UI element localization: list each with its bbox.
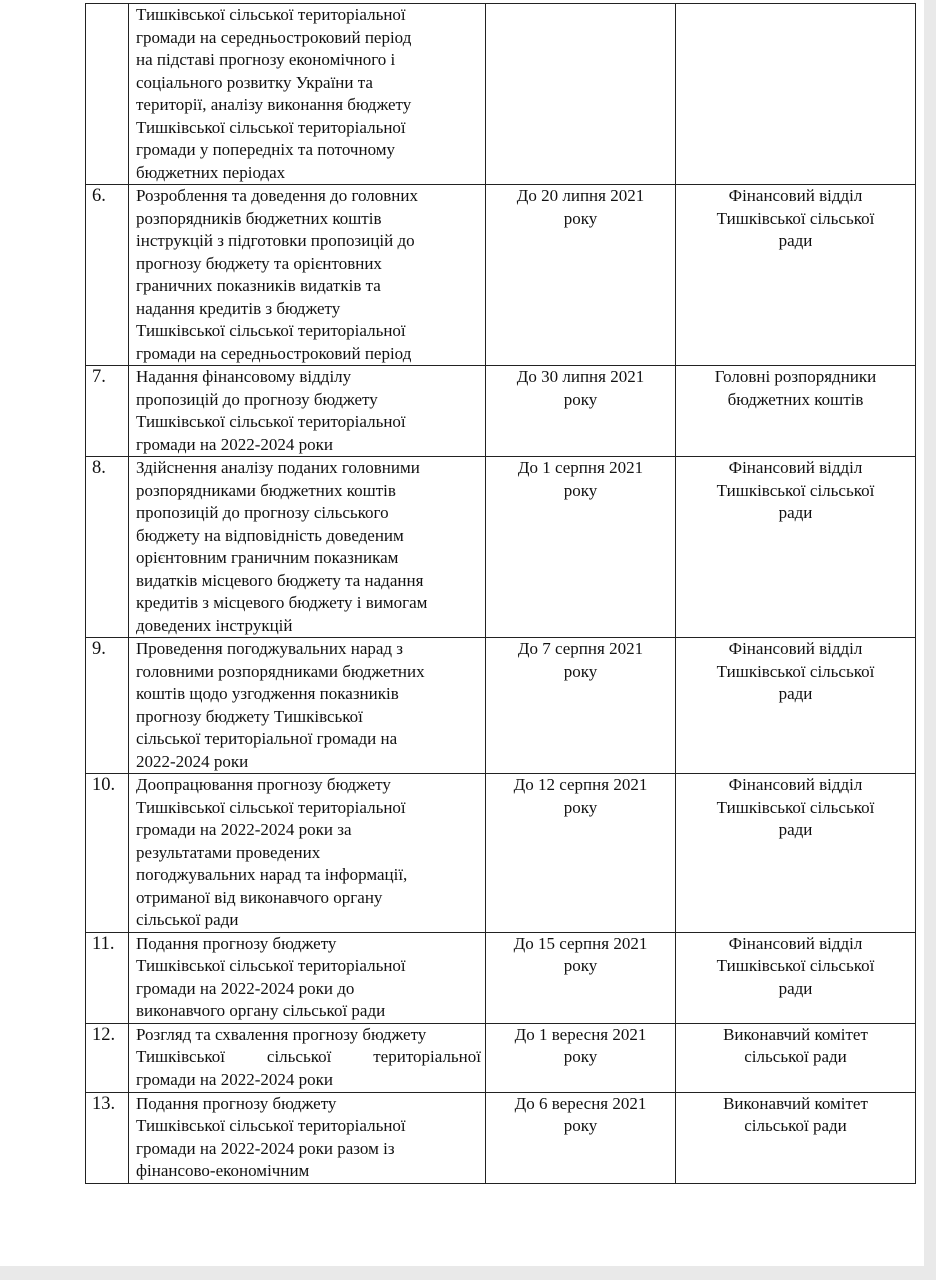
- row-number-text: 9.: [92, 639, 106, 659]
- responsible-line: Фінансовий відділ: [728, 933, 863, 953]
- description-line: на підставі прогнозу економічного і: [136, 50, 396, 69]
- deadline-line: року: [563, 661, 598, 681]
- row-number-text: 7.: [92, 367, 106, 387]
- description-line: видатків місцевого бюджету та надання: [136, 570, 424, 590]
- responsible: [676, 185, 916, 366]
- description-line: розпорядниками бюджетних коштів: [136, 480, 396, 500]
- description-line: пропозицій до прогнозу бюджету: [136, 389, 378, 409]
- row-number-text: 10.: [92, 775, 116, 795]
- description-line: Розроблення та доведення до головних: [136, 186, 418, 205]
- deadline-line: року: [563, 389, 598, 409]
- description-line: громади на середньостроковий період: [136, 343, 412, 363]
- deadline-line: року: [563, 1116, 598, 1135]
- deadline: [486, 638, 676, 774]
- responsible-line: бюджетних коштів: [727, 389, 864, 409]
- description-line: отриманої від виконавчого органу: [136, 887, 383, 907]
- description-line: орієнтовним граничним показникам: [136, 548, 399, 567]
- description-line: громади на 2022-2024 роки за: [136, 820, 352, 839]
- responsible-line: ради: [778, 684, 813, 703]
- table-row: [86, 932, 916, 1023]
- description-line: доведених інструкцій: [136, 615, 293, 635]
- description-line: Тишківської сільської територіальної: [136, 5, 406, 24]
- deadline: [486, 1092, 676, 1183]
- responsible-line: Фінансовий відділ: [728, 458, 863, 477]
- description-line: головними розпорядниками бюджетних: [136, 661, 425, 681]
- description-line: прогнозу бюджету та орієнтовних: [136, 253, 382, 273]
- row-number-text: 12.: [92, 1024, 116, 1045]
- table-body: [86, 4, 916, 1184]
- description-line: пропозицій до прогнозу сільського: [136, 503, 389, 522]
- table-row: [86, 185, 916, 366]
- row-number: [86, 638, 129, 774]
- activity-description: [129, 1023, 486, 1092]
- responsible-line: сільської ради: [744, 1047, 847, 1066]
- description-line: бюджетних періодах: [136, 162, 286, 182]
- description-line: Розгляд та схвалення прогнозу бюджету: [136, 1024, 427, 1044]
- responsible-line: Фінансовий відділ: [728, 775, 863, 794]
- row-number: [86, 457, 129, 638]
- table-row: [86, 1023, 916, 1092]
- row-number-text: 8.: [92, 458, 106, 478]
- row-number: [86, 774, 129, 933]
- responsible-line: Тишківської сільської: [716, 661, 875, 681]
- description-line: Тишківської сільської територіальної: [136, 117, 406, 137]
- row-number-text: 13.: [92, 1093, 116, 1114]
- row-number: [86, 4, 129, 185]
- deadline: [486, 932, 676, 1023]
- description-line: громади на 2022-2024 роки до: [136, 978, 355, 998]
- responsible: [676, 774, 916, 933]
- description-line: Тишківської сільської територіальної: [136, 1047, 481, 1066]
- row-number-text: 6.: [92, 186, 106, 206]
- table-row: [86, 457, 916, 638]
- deadline-line: року: [563, 208, 598, 228]
- deadline-line: До 30 липня 2021: [516, 367, 645, 386]
- description-line: соціального розвитку України та: [136, 72, 373, 92]
- deadline-line: року: [563, 956, 598, 975]
- responsible: [676, 638, 916, 774]
- deadline: [486, 774, 676, 933]
- deadline-line: До 12 серпня 2021: [513, 775, 648, 794]
- activity-description: [129, 185, 486, 366]
- table-row: [86, 1092, 916, 1183]
- description-line: бюджету на відповідність доведеним: [136, 525, 404, 545]
- description-line: коштів щодо узгодження показників: [136, 684, 399, 703]
- description-line: сільської ради: [136, 910, 239, 929]
- description-line: громади на 2022-2024 роки разом із: [136, 1138, 395, 1158]
- row-number: [86, 932, 129, 1023]
- page-bottom-edge: [0, 1266, 936, 1280]
- deadline: [486, 1023, 676, 1092]
- activity-description: [129, 366, 486, 457]
- description-line: виконавчого органу сільської ради: [136, 1001, 386, 1020]
- activity-description: [129, 4, 486, 185]
- responsible: [676, 4, 916, 185]
- description-line: розпорядників бюджетних коштів: [136, 208, 382, 228]
- responsible-line: сільської ради: [744, 1116, 847, 1135]
- deadline-line: До 15 серпня 2021: [513, 933, 648, 953]
- activity-description: [129, 774, 486, 933]
- table-row: [86, 4, 916, 185]
- description-line: кредитів з місцевого бюджету і вимогам: [136, 593, 428, 612]
- description-line: Подання прогнозу бюджету: [136, 1093, 337, 1113]
- deadline: [486, 4, 676, 185]
- responsible-line: ради: [778, 820, 813, 839]
- responsible: [676, 457, 916, 638]
- description-line: надання кредитів з бюджету: [136, 298, 341, 318]
- row-number: [86, 1092, 129, 1183]
- description-line: фінансово-економічним: [136, 1161, 310, 1180]
- responsible: [676, 932, 916, 1023]
- responsible-line: Виконавчий комітет: [723, 1024, 868, 1044]
- deadline-line: До 7 серпня 2021: [517, 639, 644, 658]
- description-line: інструкцій з підготовки пропозицій до: [136, 231, 415, 250]
- activity-description: [129, 1092, 486, 1183]
- activity-description: [129, 932, 486, 1023]
- activity-description: [129, 638, 486, 774]
- row-number: [86, 185, 129, 366]
- responsible-line: Тишківської сільської: [716, 797, 875, 817]
- table-row: [86, 638, 916, 774]
- responsible-line: Тишківської сільської: [716, 208, 875, 228]
- deadline-line: До 6 вересня 2021: [514, 1093, 647, 1113]
- deadline-line: року: [563, 480, 598, 500]
- description-line: погоджувальних нарад та інформації,: [136, 865, 408, 884]
- deadline: [486, 366, 676, 457]
- row-number-text: 11.: [92, 933, 115, 954]
- responsible: [676, 1023, 916, 1092]
- budget-schedule-table: [85, 3, 916, 1184]
- description-line: Надання фінансовому відділу: [136, 367, 352, 386]
- description-line: Проведення погоджувальних нарад з: [136, 639, 404, 658]
- deadline: [486, 185, 676, 366]
- description-line: результатами проведених: [136, 842, 321, 862]
- description-line: Подання прогнозу бюджету: [136, 933, 337, 953]
- table-row: [86, 774, 916, 933]
- description-line: Тишківської сільської територіальної: [136, 321, 406, 340]
- responsible-line: ради: [778, 231, 813, 250]
- page-edge: [924, 0, 936, 1280]
- responsible-line: Тишківської сільської: [716, 480, 875, 500]
- description-line: Тишківської сільської територіальної: [136, 412, 406, 431]
- activity-description: [129, 457, 486, 638]
- deadline-line: До 1 вересня 2021: [514, 1024, 647, 1044]
- description-line: громади на 2022-2024 роки: [136, 1069, 333, 1089]
- deadline: [486, 457, 676, 638]
- description-line: граничних показників видатків та: [136, 276, 381, 295]
- row-number: [86, 1023, 129, 1092]
- description-line: Тишківської сільської територіальної: [136, 956, 406, 975]
- responsible-line: Головні розпорядники: [714, 367, 877, 386]
- responsible-line: ради: [778, 978, 813, 998]
- description-line: Доопрацювання прогнозу бюджету: [136, 775, 391, 794]
- deadline-line: До 20 липня 2021: [516, 186, 645, 205]
- description-line: Здійснення аналізу поданих головними: [136, 458, 420, 477]
- table-row: [86, 366, 916, 457]
- responsible: [676, 366, 916, 457]
- deadline-line: До 1 серпня 2021: [517, 458, 644, 477]
- responsible-line: ради: [778, 503, 813, 522]
- description-line: громади у попередніх та поточному: [136, 140, 396, 159]
- description-line: території, аналізу виконання бюджету: [136, 95, 412, 114]
- responsible-line: Фінансовий відділ: [728, 186, 863, 205]
- deadline-line: року: [563, 797, 598, 817]
- description-line: громади на середньостроковий період: [136, 27, 412, 47]
- deadline-line: року: [563, 1047, 598, 1066]
- responsible-line: Фінансовий відділ: [728, 639, 863, 658]
- description-line: сільської територіальної громади на: [136, 729, 398, 748]
- description-line: Тишківської сільської територіальної: [136, 1116, 406, 1135]
- description-line: прогнозу бюджету Тишківської: [136, 706, 363, 726]
- responsible-line: Тишківської сільської: [716, 956, 875, 975]
- description-line: громади на 2022-2024 роки: [136, 434, 333, 454]
- description-line: 2022-2024 роки: [136, 751, 249, 771]
- responsible-line: Виконавчий комітет: [723, 1093, 868, 1113]
- row-number: [86, 366, 129, 457]
- responsible: [676, 1092, 916, 1183]
- description-line: Тишківської сільської територіальної: [136, 797, 406, 817]
